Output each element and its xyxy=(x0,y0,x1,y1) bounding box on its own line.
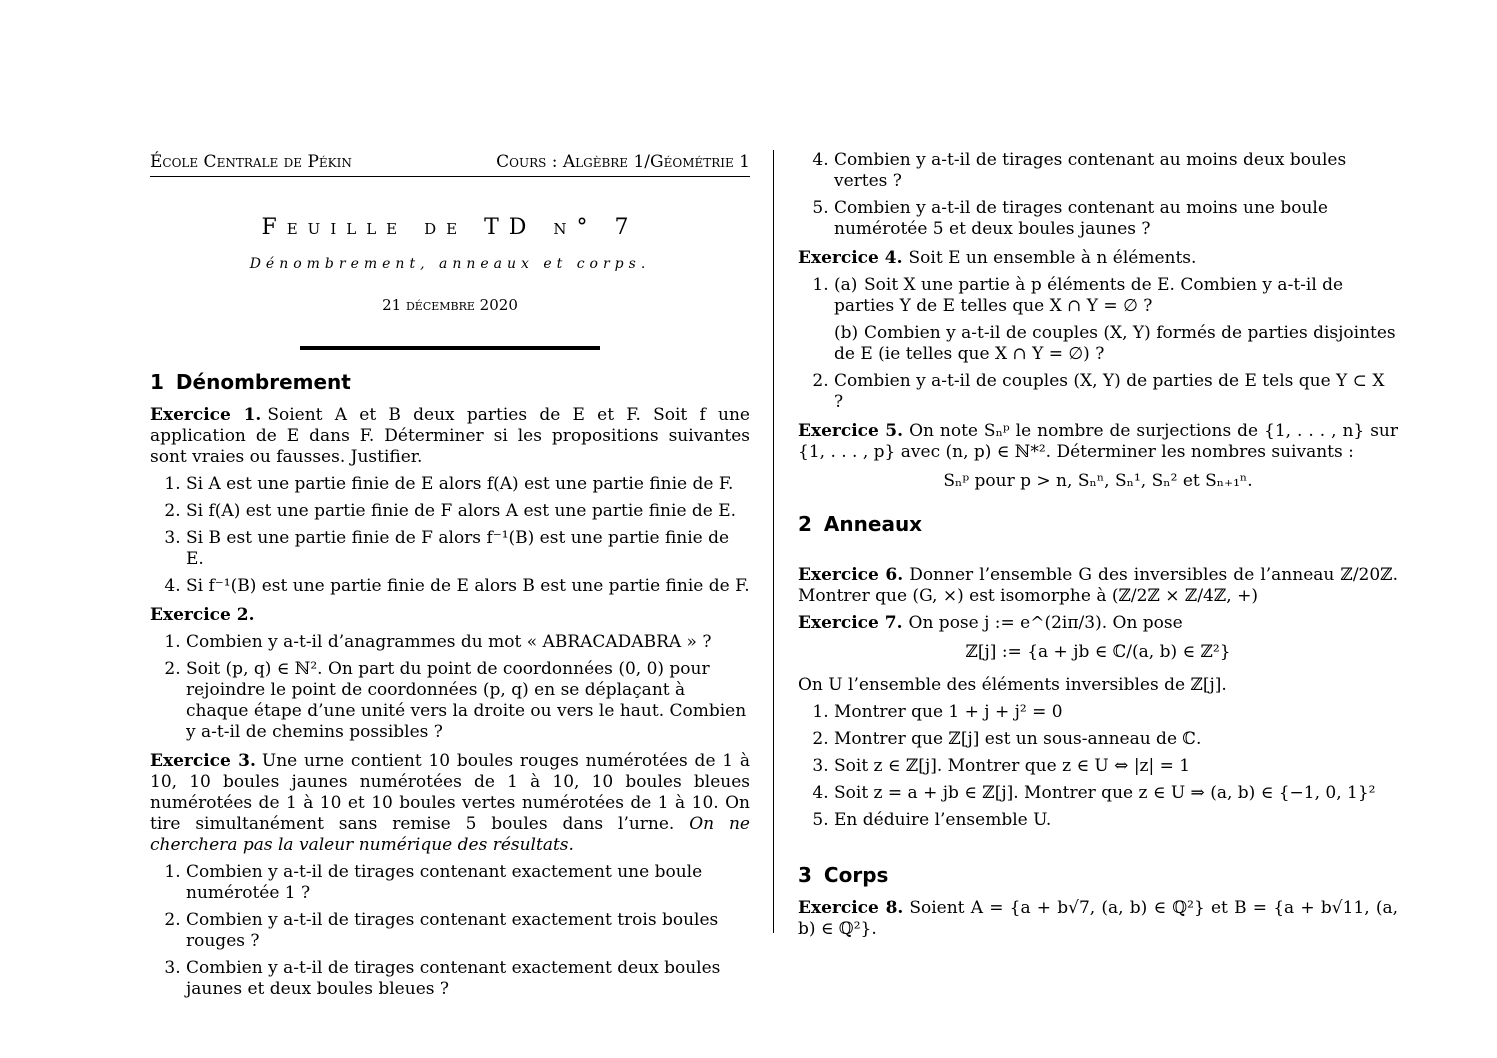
list-item: 2. Montrer que ℤ[j] est un sous-anneau de ℂ. xyxy=(834,729,1398,750)
exercise-7-text2: On U l’ensemble des éléments inversibles de ℤ[j]. xyxy=(798,675,1227,695)
sub-item-a: 1. (a) Soit X une partie à p éléments de E. Combien y a-t-il de parties Y de E telles que X ∩ Y = ∅ ? xyxy=(834,275,1344,316)
list-item: 2. Combien y a-t-il de couples (X, Y) de parties de E tels que Y ⊂ X ? xyxy=(834,371,1398,413)
list-item: 1. Montrer que 1 + j + j² = 0 xyxy=(834,702,1398,723)
list-item: 3. Soit z ∈ ℤ[j]. Montrer que z ∈ U ⇔ |z| = 1 xyxy=(834,756,1398,777)
list-item: 3. Si B est une partie finie de F alors f⁻¹(B) est une partie finie de E. xyxy=(186,528,750,570)
exercise-7: Exercice 7. On pose j := e^(2iπ/3). On pose xyxy=(798,613,1183,633)
list-item: 2. Si f(A) est une partie finie de F alors A est une partie finie de E. xyxy=(186,501,750,522)
list-item: 5. En déduire l’ensemble U. xyxy=(834,810,1398,831)
exercise-7-formula: ℤ[j] := {a + jb ∈ ℂ/(a, b) ∈ ℤ²} xyxy=(965,642,1231,662)
list-item: 3. Combien y a-t-il de tirages contenant exactement deux boules jaunes et deux boules bleues ? xyxy=(186,958,750,1000)
right-column xyxy=(798,150,1398,946)
list-item: 1. Combien y a-t-il d’anagrammes du mot « ABRACADABRA » ? xyxy=(186,632,750,653)
school-name: École Centrale de Pékin xyxy=(150,152,352,172)
page-header xyxy=(150,152,750,177)
list-item: 1. Combien y a-t-il de tirages contenant exactement une boule numérotée 1 ? xyxy=(186,862,750,904)
exercise-8: Exercice 8. Soient A = {a + b√7, (a, b) ∈ ℚ²} et B = {a + b√11, (a, b) ∈ ℚ²}. xyxy=(798,898,1398,939)
list-item: 5. Combien y a-t-il de tirages contenant au moins une boule numérotée 5 et deux boules jaunes ? xyxy=(834,198,1398,240)
column-divider xyxy=(773,150,774,933)
exercise-2: Exercice 2. xyxy=(150,605,255,625)
exercise-5-formula: Sₙᵖ pour p > n, Sₙⁿ, Sₙ¹, Sₙ² et Sₙ₊₁ⁿ. xyxy=(943,471,1253,491)
list-item: 2. Combien y a-t-il de tirages contenant exactement trois boules rouges ? xyxy=(186,910,750,952)
list-item: 4. Soit z = a + jb ∈ ℤ[j]. Montrer que z ∈ U ⇒ (a, b) ∈ {−1, 0, 1}² xyxy=(834,783,1398,804)
sub-item-b: (b) Combien y a-t-il de couples (X, Y) formés de parties disjointes de E (ie telles que X ∩ Y = ∅) ? xyxy=(834,323,1396,364)
list-item: 4. Si f⁻¹(B) est une partie finie de E alors B est une partie finie de F. xyxy=(186,576,750,597)
exercise-3-list-a xyxy=(150,862,750,1000)
exercise-1: Exercice 1. Soient A et B deux parties de E et F. Soit f une application de E dans F. Déterminer si les propositions suivantes sont vraies ou fausses. Justifier. xyxy=(150,405,750,467)
section-heading-1: 1 Dénombrement xyxy=(150,370,351,394)
exercise-1-list xyxy=(150,474,750,597)
title-rule xyxy=(300,346,600,350)
exercise-3: Exercice 3. Une urne contient 10 boules rouges numérotées de 1 à 10, 10 boules jaunes numérotées de 1 à 10, 10 boules bleues numérotées de 1 à 10 et 10 boules vertes numérotées de 1 à 10. On tire simultanément sans remise 5 boules dans l’urne. On ne cherchera pas la valeur numérique des résultats. xyxy=(150,751,750,855)
exercise-2-list xyxy=(150,632,750,743)
exercise-7-list xyxy=(798,702,1398,831)
document-date: 21 décembre 2020 xyxy=(382,296,518,314)
list-item: 2. Soit (p, q) ∈ ℕ². On part du point de coordonnées (0, 0) pour rejoindre le point de coordonnées (p, q) en se déplaçant à chaque étape d’une unité vers la droite ou vers le haut. Combien y a-t-il de chemins possibles ? xyxy=(186,659,750,743)
exercise-3-list-b xyxy=(798,150,1398,240)
section-heading-3: 3 Corps xyxy=(798,863,889,887)
list-item: 1. Si A est une partie finie de E alors f(A) est une partie finie de F. xyxy=(186,474,750,495)
exercise-6: Exercice 6. Donner l’ensemble G des inversibles de l’anneau ℤ/20ℤ. Montrer que (G, ×) est isomorphe à (ℤ/2ℤ × ℤ/4ℤ, +) xyxy=(798,565,1398,606)
document-subtitle: Dénombrement, anneaux et corps. xyxy=(249,256,651,272)
exercise-4-list xyxy=(798,275,1398,413)
left-column xyxy=(150,150,750,1008)
exercise-5: Exercice 5. On note Sₙᵖ le nombre de surjections de {1, . . . , n} sur {1, . . . , p} avec (n, p) ∈ ℕ*². Déterminer les nombres suivants : xyxy=(798,421,1398,462)
list-item xyxy=(834,275,1398,365)
section-heading-2: 2 Anneaux xyxy=(798,512,923,536)
list-item: 4. Combien y a-t-il de tirages contenant au moins deux boules vertes ? xyxy=(834,150,1398,192)
document-title: Feuille de TD n° 7 xyxy=(261,215,639,240)
course-name: Cours : Algèbre 1/Géométrie 1 xyxy=(496,152,750,172)
exercise-4: Exercice 4. Soit E un ensemble à n éléments. xyxy=(798,248,1197,268)
